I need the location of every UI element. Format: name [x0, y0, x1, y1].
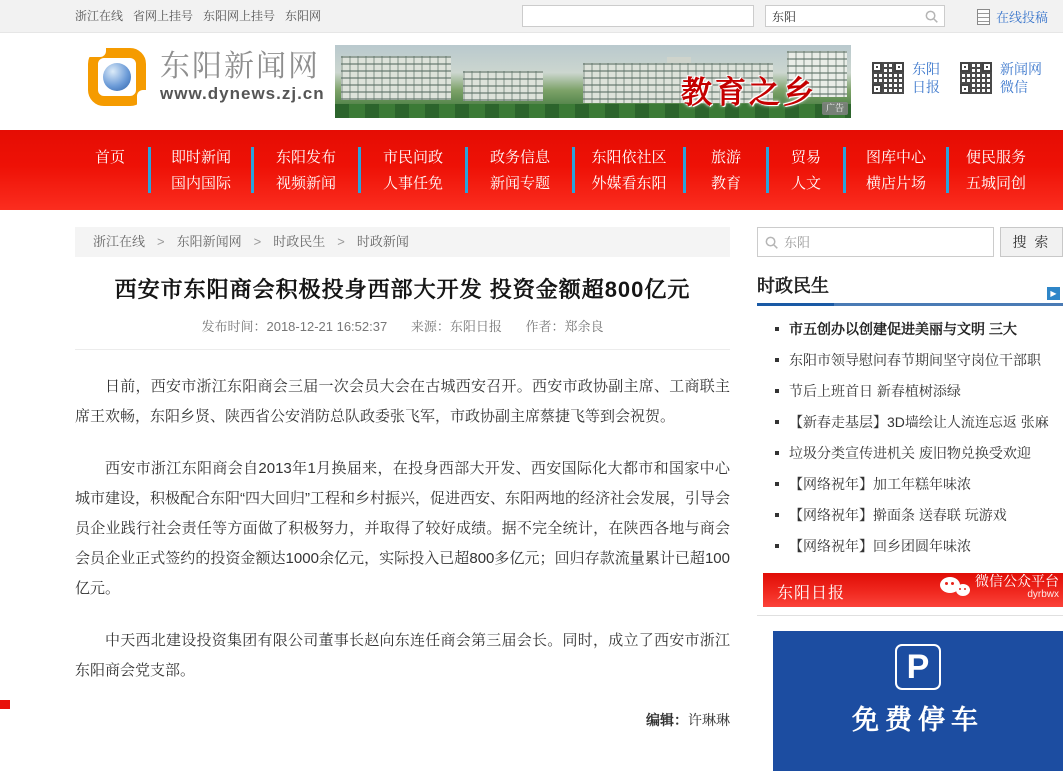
article-paragraph: 日前，西安市浙江东阳商会三届一次会员大会在古城西安召开。西安市政协副主席、工商联主席王欢畅，东阳乡贤、陕西省公安消防总队政委张飞军，市政协副主席蔡捷飞等到会祝贺。: [75, 378, 730, 425]
topbar-links: [75, 0, 331, 33]
bullet-icon: [775, 420, 779, 424]
ad-label: 广告: [822, 102, 848, 115]
topbar-link[interactable]: 浙江在线: [75, 9, 124, 23]
nav-item[interactable]: 政务信息 新闻专题: [489, 149, 550, 192]
bullet-icon: [775, 544, 779, 548]
more-arrow-icon[interactable]: ▶: [1047, 287, 1060, 300]
site-header: [0, 34, 1063, 130]
main-nav: [0, 130, 1063, 210]
qr-code-label: 东阳 日报: [912, 61, 940, 95]
banner-building: [341, 56, 451, 100]
parking-promo-text: 免费停车: [852, 705, 984, 735]
search-button[interactable]: 搜 索: [1000, 227, 1063, 257]
search-icon[interactable]: [924, 9, 939, 24]
bullet-icon: [775, 513, 779, 517]
news-item-text: 东阳市领导慰问春节期间坚守岗位干部职: [789, 351, 1041, 368]
news-list-item[interactable]: [757, 499, 1063, 530]
news-list-item[interactable]: [757, 406, 1063, 437]
corner-red-marker: [0, 700, 10, 709]
news-item-text: 【新春走基层】3D墙绘让人流连忘返 张麻: [789, 413, 1049, 430]
bullet-icon: [775, 327, 779, 331]
news-item-text: 市五创办以创建促进美丽与文明 三大: [789, 320, 1017, 337]
topbar-link[interactable]: 省网上挂号: [133, 9, 194, 23]
banner-slogan: 教育之乡: [681, 75, 817, 110]
topbar-search-input[interactable]: [522, 5, 754, 27]
parking-promo[interactable]: [773, 631, 1063, 771]
parking-icon: P: [895, 644, 941, 690]
article-paragraph: 西安市浙江东阳商会自2013年1月换届来，在投身西部大开发、西安国际化大都市和国家中心城市建设，积极配合东阳“四大回归”工程和乡村振兴，促进西安、东阳两地的经济社会发展，引导会员企业践行社会责任等方面做了积极努力，并取得了较好成绩。据不完全统计，在陕西各地与商会会员企业正式签约的投资金额达1000余亿元，实际投入已超800多亿元；回归存款流量累计已超100亿元。: [75, 460, 730, 597]
site-logo[interactable]: [88, 48, 325, 106]
news-list-item[interactable]: [757, 437, 1063, 468]
wechat-id: dyrbwx: [1027, 589, 1059, 600]
article: [75, 257, 730, 730]
bullet-icon: [775, 482, 779, 486]
nav-item[interactable]: 市民问政 人事任免: [382, 149, 443, 192]
article-body: [75, 372, 730, 686]
section-title: 时政民生: [757, 276, 829, 296]
breadcrumb-separator: >: [157, 234, 165, 249]
search-icon: [764, 235, 779, 250]
wechat-icon: [940, 575, 970, 601]
section-underline: [757, 303, 1063, 306]
news-list-item[interactable]: [757, 530, 1063, 561]
online-contribute-link[interactable]: 在线投稿: [995, 10, 1048, 25]
nav-item[interactable]: 首页: [94, 149, 125, 166]
bullet-icon: [775, 358, 779, 362]
news-item-text: 垃圾分类宣传进机关 废旧物兑换受欢迎: [789, 444, 1031, 461]
nav-item[interactable]: 图库中心 横店片场: [865, 149, 926, 192]
logo-icon: [88, 48, 146, 106]
banner-building: [463, 71, 543, 101]
breadcrumb-link[interactable]: 时政新闻: [356, 234, 409, 249]
breadcrumb-separator: >: [337, 234, 345, 249]
topbar-site-search-input[interactable]: [766, 6, 918, 26]
qr-code[interactable]: [872, 60, 940, 96]
topbar: [0, 0, 1063, 33]
daily-banner[interactable]: [763, 573, 1063, 607]
article-source: 来源：东阳日报: [410, 319, 502, 334]
article-author: 作者：郑余良: [525, 319, 604, 334]
nav-item[interactable]: 东阳发布 视频新闻: [275, 149, 336, 192]
sidebar: [757, 227, 1063, 735]
news-item-text: 【网络祝年】回乡团圆年味浓: [789, 537, 971, 554]
site-url: www.dynews.zj.cn: [160, 84, 325, 103]
wechat-label: 微信公众平台: [975, 573, 1059, 589]
banner-image[interactable]: [335, 45, 851, 118]
article-paragraph: 中天西北建设投资集团有限公司董事长赵向东连任商会第三届会长。同时，成立了西安市浙江东阳商会党支部。: [75, 632, 730, 679]
breadcrumb: [75, 227, 730, 257]
nav-item[interactable]: 东阳依社区 外媒看东阳: [591, 149, 667, 192]
site-name: 东阳新闻网: [160, 50, 320, 83]
news-item-text: 【网络祝年】擀面条 送春联 玩游戏: [789, 506, 1007, 523]
qr-code-image: [960, 62, 992, 94]
topbar-site-search: [765, 5, 945, 27]
publish-time: 发布时间：2018-12-21 16:52:37: [201, 319, 388, 334]
qr-code-image: [872, 62, 904, 94]
topbar-link[interactable]: 东阳网: [285, 9, 322, 23]
news-list-item[interactable]: [757, 313, 1063, 344]
article-title: 西安市东阳商会积极投身西部大开发 投资金额超800亿元: [114, 277, 691, 302]
topbar-link[interactable]: 东阳网上挂号: [203, 9, 276, 23]
qr-code[interactable]: [960, 60, 1042, 96]
wechat-block: [940, 575, 1059, 601]
nav-item[interactable]: 旅游 教育: [710, 149, 741, 192]
bullet-icon: [775, 451, 779, 455]
breadcrumb-link[interactable]: 东阳新闻网: [176, 234, 242, 249]
breadcrumb-link[interactable]: 浙江在线: [93, 234, 146, 249]
article-editor: 编辑：许琳琳: [646, 712, 730, 728]
nav-item[interactable]: 便民服务 五城同创: [965, 149, 1026, 192]
qr-code-label: 新闻网 微信: [1000, 61, 1042, 95]
news-list-item[interactable]: [757, 468, 1063, 499]
breadcrumb-link[interactable]: 时政民生: [273, 234, 326, 249]
qr-codes: [872, 60, 1042, 96]
news-list-item[interactable]: [757, 375, 1063, 406]
news-item-text: 节后上班首日 新春植树添绿: [789, 382, 961, 399]
sidebar-search-input[interactable]: [757, 227, 994, 257]
bullet-icon: [775, 389, 779, 393]
news-item-text: 【网络祝年】加工年糕年味浓: [789, 475, 971, 492]
online-contribute: [977, 0, 1048, 33]
nav-item[interactable]: 贸易 人文: [790, 149, 821, 192]
document-icon: [977, 9, 990, 25]
divider: [757, 615, 1063, 616]
news-list-item[interactable]: [757, 344, 1063, 375]
breadcrumb-separator: >: [253, 234, 262, 249]
daily-title: 东阳日报: [777, 585, 846, 602]
article-meta: [75, 316, 730, 350]
news-list: [757, 313, 1063, 561]
nav-item[interactable]: 即时新闻 国内国际: [170, 149, 231, 192]
